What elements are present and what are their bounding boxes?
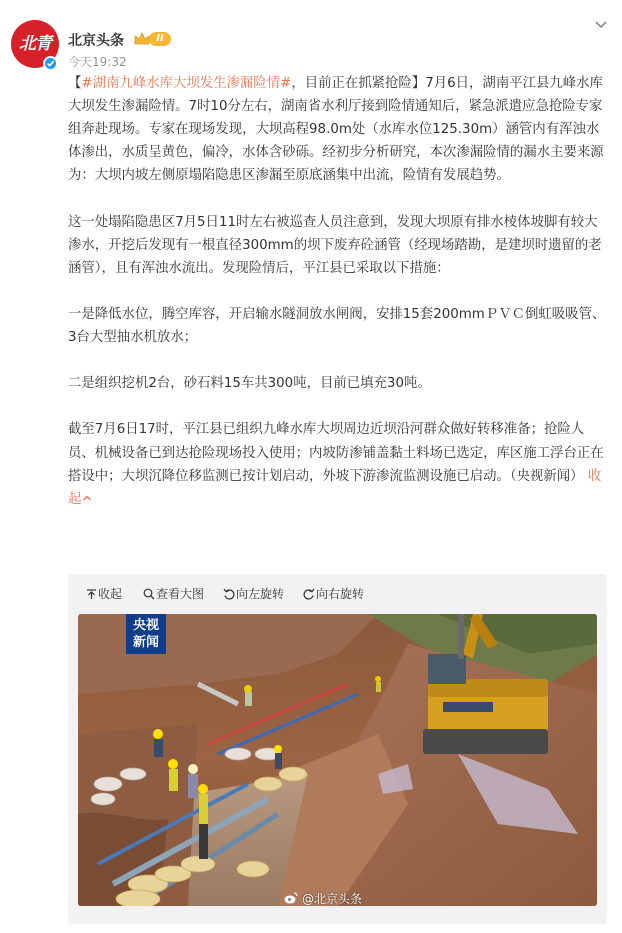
paragraph-1-bracket: 【: [68, 76, 82, 91]
hashtag-link[interactable]: #湖南九峰水库大坝发生渗漏险情#: [81, 76, 292, 91]
chevron-up-icon: [82, 493, 92, 503]
chevron-down-icon: [590, 14, 612, 34]
media-card: [68, 574, 607, 924]
post-body: [68, 72, 608, 511]
paragraph-2: 这一处塌陷隐患区7月5日11时左右被巡查人员注意到，发现大坝原有排水棱体坡脚有较大渗水，开挖后发现有一根直径300mm的坝下废弃砼涵管（经现场踏勘，是建坝时遗留的老涵管），且有浑浊水流出。发现险情后，平江县已采取以下措施：: [68, 214, 602, 276]
logo-line-2: 新闻: [132, 635, 159, 650]
media-toolbar: [68, 574, 607, 612]
logo-line-1: 央视: [132, 618, 159, 633]
photo-scene: [78, 614, 597, 906]
rotate-left-button[interactable]: [223, 585, 284, 603]
more-options-button[interactable]: [590, 14, 612, 34]
cctv-news-logo: [126, 614, 166, 654]
post-time[interactable]: 今天19:32: [68, 55, 127, 69]
author-name[interactable]: 北京头条: [68, 33, 124, 49]
news-photo[interactable]: [78, 614, 597, 906]
paragraph-5-text: 截至7月6日17时，平江县已组织九峰水库大坝周边近坝沿河群众做好转移准备；抢险人员、机械设备已到达抢险现场投入使用；内坡防渗铺盖黏土料场已选定，库区施工浮台正在搭设中；大坝沉降位移监测已按计划启动，外坡下游渗流监测设施已启动。（央视新闻）: [68, 422, 604, 484]
view-large-label: 查看大图: [156, 587, 205, 601]
rotate-right-label: 向右旋转: [316, 587, 365, 601]
paragraph-1: [68, 72, 608, 187]
rotate-left-label: 向左旋转: [236, 587, 285, 601]
member-level: II: [149, 32, 171, 46]
verified-badge-icon: [43, 56, 58, 71]
rotate-left-icon: [223, 588, 235, 600]
paragraph-3: 一是降低水位，腾空库容，开启输水隧洞放水闸阀，安排15套200mmＰＶＣ倒虹吸吸管、3台大型抽水机放水；: [68, 306, 606, 346]
collapse-up-icon: [86, 588, 97, 600]
watermark-text: @北京头条: [302, 892, 363, 906]
rotate-right-icon: [303, 588, 315, 600]
paragraph-4: 二是组织挖机2台，砂石料15车共300吨，目前已填充30吨。: [68, 376, 431, 392]
rotate-right-button[interactable]: [303, 585, 364, 603]
view-large-button[interactable]: [143, 585, 204, 603]
member-badge[interactable]: [131, 31, 171, 47]
weibo-logo-icon: [284, 892, 298, 904]
avatar-logo-text: 北青: [19, 34, 51, 54]
magnifier-icon: [143, 588, 155, 600]
paragraph-1-text: ，目前正在抓紧抢险】7月6日，湖南平江县九峰水库大坝发生渗漏险情。7时10分左右，湖南省水利厅接到险情通知后，紧急派遣应急抢险专家组奔赴现场。专家在现场发现，大坝高程98.0m处（水库水位125.30m）涵管内有浑浊水体渗出，水质呈黄色，偏冷，水体含砂砾。经初步分析研究，本次渗漏险情的漏水主要来源为：大坝内坡左侧原塌陷隐患区渗漏至原底涵集中出流，险情有发展趋势。: [68, 76, 604, 184]
paragraph-5: [68, 418, 608, 510]
photo-watermark: [284, 890, 362, 906]
collapse-text-label: 收起: [68, 468, 602, 507]
collapse-media-label: 收起: [98, 587, 123, 601]
collapse-media-button[interactable]: [86, 585, 122, 603]
